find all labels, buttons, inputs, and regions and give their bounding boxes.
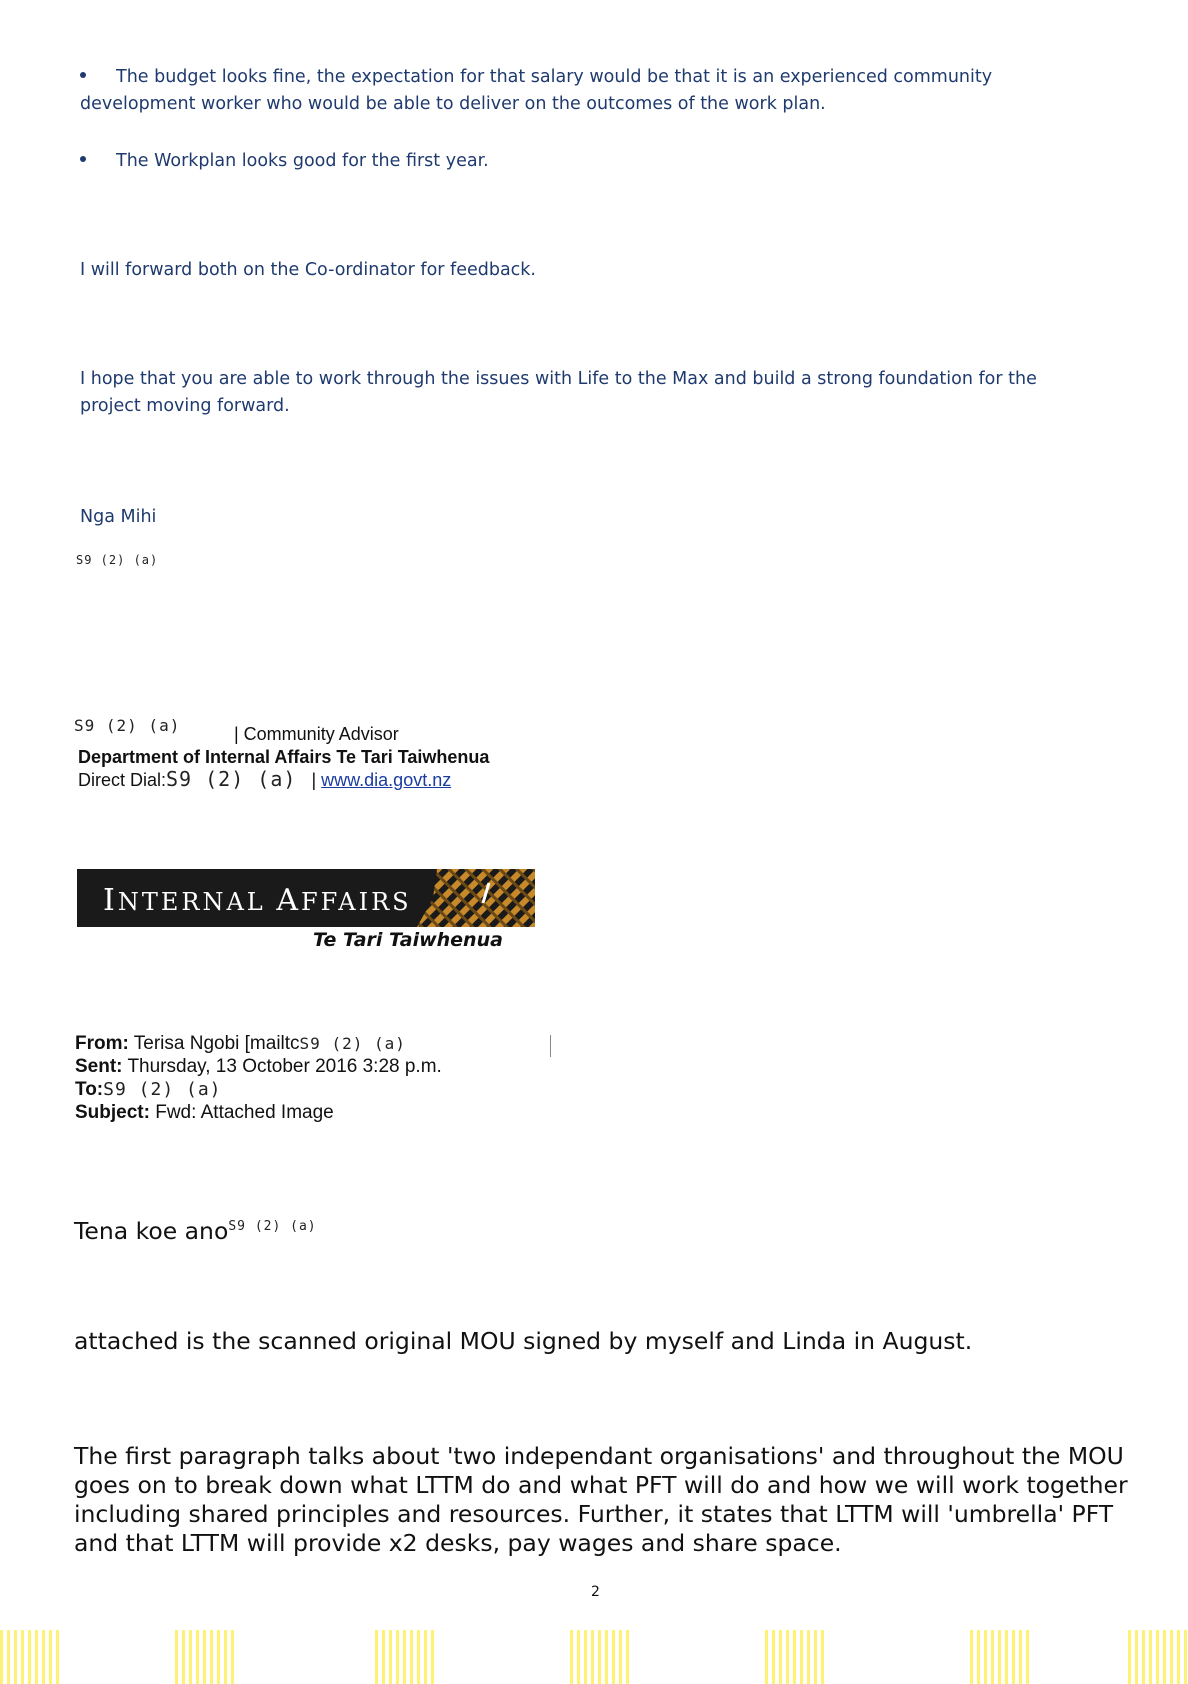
redaction-code: S9 (2) (a) [166,767,297,791]
scan-artifact [0,1630,60,1684]
internal-affairs-logo [77,869,535,927]
bullet-text: The Workplan looks good for the first year. [116,151,489,171]
separator: | [311,770,317,790]
scan-artifact [765,1630,825,1684]
signoff: Nga Mihi [80,507,157,527]
bullet-icon [80,72,86,78]
header-subject: Subject: Fwd: Attached Image [75,1102,334,1123]
redaction-box-edge [550,1035,551,1057]
woven-pattern-icon [417,869,535,927]
bullet-text: The budget looks fine, the expectation for that salary would be that it is an experienced community development worker who would be able to deliver on the outcomes of the work plan. [80,67,993,114]
redaction-code: S9 (2) (a) [76,553,159,567]
paragraph-hope: I hope that you are able to work through the issues with Life to the Max and build a strong foundation for the project moving forward. [80,369,1037,416]
direct-dial-label: Direct Dial: [78,770,167,790]
website-link[interactable]: www.dia.govt.nz [321,770,452,790]
bullet-icon [80,156,86,162]
bullet-item-budget [80,64,1040,118]
email-line-attached: attached is the scanned original MOU signed by myself and Linda in August. [74,1327,973,1355]
header-from: From: Terisa Ngobi [mailtcS9 (2) (a) [75,1033,406,1054]
signature-department: Department of Internal Affairs Te Tari Taiwhenua [78,747,490,767]
logo-title: INTERNAL AFFAIRS [103,883,412,918]
scan-artifact [570,1630,630,1684]
scan-artifact [1128,1630,1188,1684]
email-header [75,1032,442,1124]
logo-subtitle: Te Tari Taiwhenua [313,929,503,951]
header-to: To:S9 (2) (a) [75,1079,222,1100]
header-sent: Sent: Thursday, 13 October 2016 3:28 p.m. [75,1056,442,1077]
signature-direct-dial [78,768,451,791]
email-greeting: Tena koe ano$^{S9 (2) (a)}$ [74,1216,317,1245]
scan-artifact [175,1630,235,1684]
signature-role: | Community Advisor [234,724,399,744]
bullet-item-workplan [80,148,1040,175]
redaction-code: S9 (2) (a) [74,716,181,735]
email-paragraph-mou: The first paragraph talks about 'two independant organisations' and throughout the MOU goes on to break down what LTTM do and what PFT will do and how we will work together including shared principles and resources. Further, it states that LTTM will 'umbrella' PFT and that LTTM will provide x2 desks, pay wages and share space. [74,1442,1128,1557]
page-number: 2 [591,1584,600,1600]
paragraph-forward: I will forward both on the Co-ordinator for feedback. [80,260,536,280]
scan-artifact-strip [0,1630,1188,1684]
scan-artifact [970,1630,1030,1684]
scan-artifact [375,1630,435,1684]
